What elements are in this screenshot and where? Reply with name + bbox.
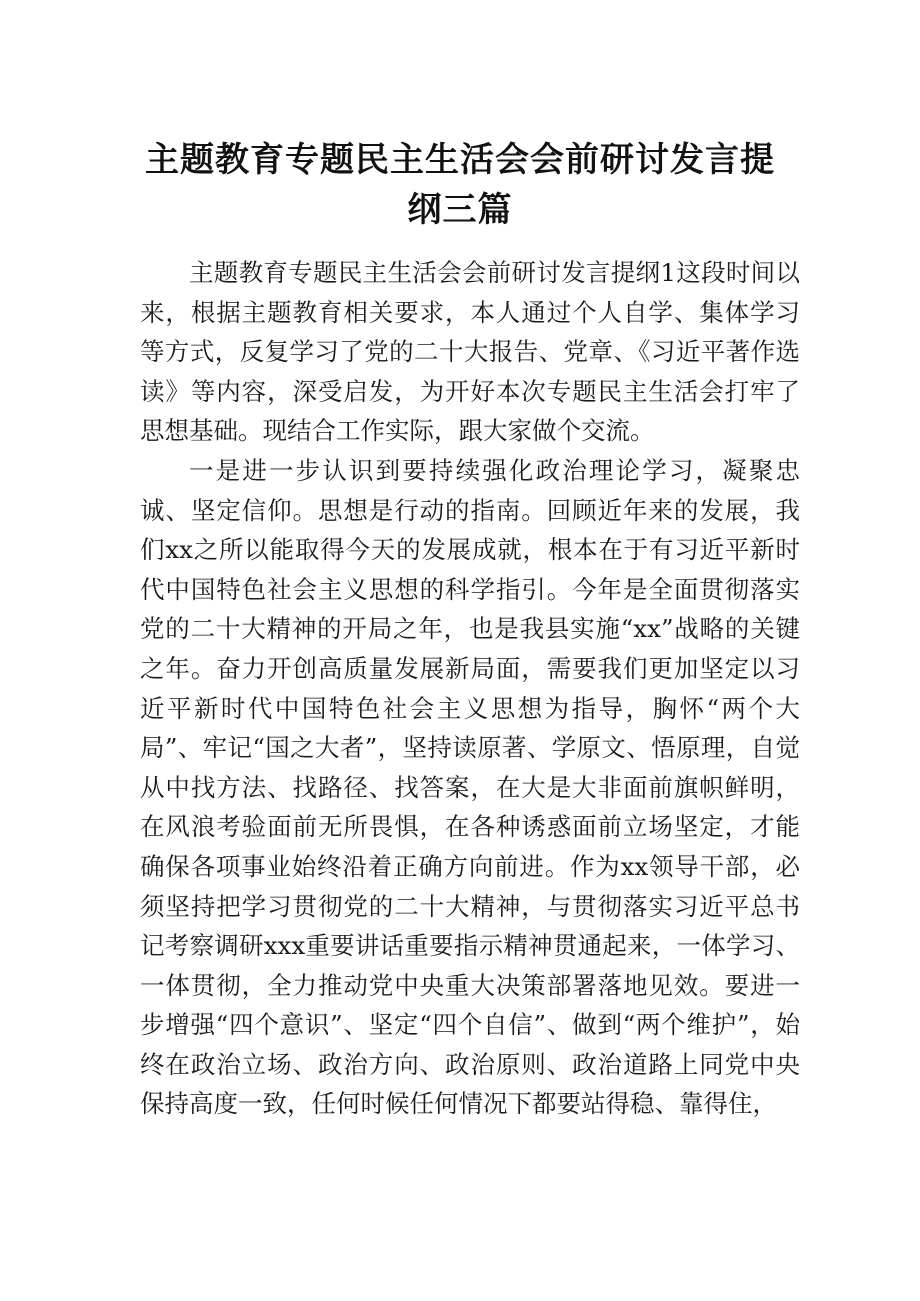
paragraph-point-one: 一是进一步认识到要持续强化政治理论学习，凝聚忠诚、坚定信仰。思想是行动的指南。回顾近年来的发展，我们xx之所以能取得今天的发展成就，根本在于有习近平新时代中国特色社会主义思想的科学指引。今年是全面贯彻落实党的二十大精神的开局之年，也是我县实施“xx”战略的关键之年。奋力开创高质量发展新局面，需要我们更加坚定以习近平新时代中国特色社会主义思想为指导，胸怀“两个大局”、牢记“国之大者”，坚持读原著、学原文、悟原理，自觉从中找方法、找路径、找答案，在大是大非面前旗帜鲜明，在风浪考验面前无所畏惧，在各种诱惑面前立场坚定，才能确保各项事业始终沿着正确方向前进。作为xx领导干部，必须坚持把学习贯彻党的二十大精神，与贯彻落实习近平总书记考察调研xxx重要讲话重要指示精神贯通起来，一体学习、一体贯彻，全力推动党中央重大决策部署落地见效。要进一步增强“四个意识”、坚定“四个自信”、做到“两个维护”，始终在政治立场、政治方向、政治原则、政治道路上同党中央保持高度一致，任何时候任何情况下都要站得稳、靠得住， xyxy=(140,455,800,1119)
paragraph-intro: 主题教育专题民主生活会会前研讨发言提纲1这段时间以来，根据主题教育相关要求，本人通过个人自学、集体学习等方式，反复学习了党的二十大报告、党章、《习近平著作选读》等内容，深受启发，为开好本次专题民主生活会打牢了思想基础。现结合工作实际，跟大家做个交流。 xyxy=(140,258,800,446)
document-body xyxy=(140,253,800,1124)
title-line-2: 纲三篇 xyxy=(407,189,513,230)
title-line-1: 主题教育专题民主生活会会前研讨发言提 xyxy=(145,139,775,180)
document-title xyxy=(120,135,800,235)
